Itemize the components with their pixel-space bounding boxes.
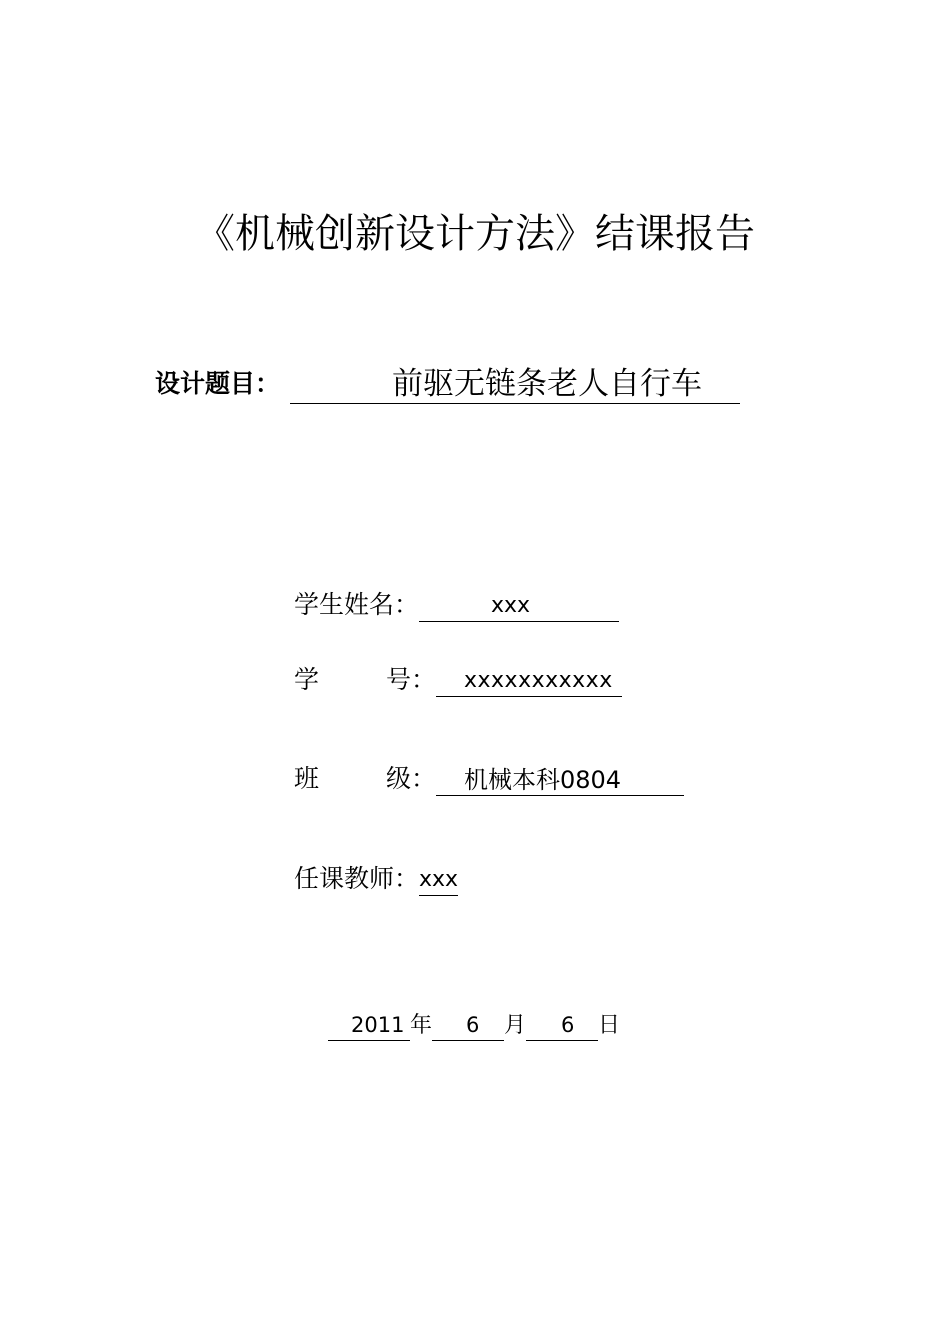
student-id-label-right: 号： (385, 665, 436, 694)
class-row (294, 762, 684, 796)
design-topic-value: 前驱无链条老人自行车 (290, 365, 740, 404)
date-month-unit: 月 (504, 1013, 527, 1038)
class-label-right: 级： (385, 764, 436, 793)
date-row (328, 1010, 620, 1041)
design-topic-label: 设计题目： (155, 369, 281, 398)
student-id-label (294, 663, 436, 697)
class-label (294, 762, 436, 796)
report-title: 《机械创新设计方法》结课报告 (195, 211, 755, 257)
class-label-left: 班 (294, 764, 320, 793)
teacher-row (294, 862, 458, 896)
student-name-value: xxx (419, 591, 619, 622)
class-value: 机械本科0804 (436, 765, 684, 796)
date-day-unit: 日 (598, 1013, 621, 1038)
date-day: 6 (526, 1010, 598, 1041)
date-month: 6 (432, 1010, 504, 1041)
student-name-row (294, 588, 619, 622)
teacher-value: xxx (419, 865, 458, 896)
student-name-label: 学生姓名： (294, 590, 420, 619)
date-year: 2011 (328, 1010, 410, 1041)
student-id-label-left: 学 (294, 665, 320, 694)
student-id-value: xxxxxxxxxxx (436, 666, 622, 697)
date-year-unit: 年 (410, 1013, 433, 1038)
student-id-row (294, 663, 622, 697)
teacher-label: 任课教师： (294, 864, 420, 893)
design-topic-row (155, 360, 740, 404)
